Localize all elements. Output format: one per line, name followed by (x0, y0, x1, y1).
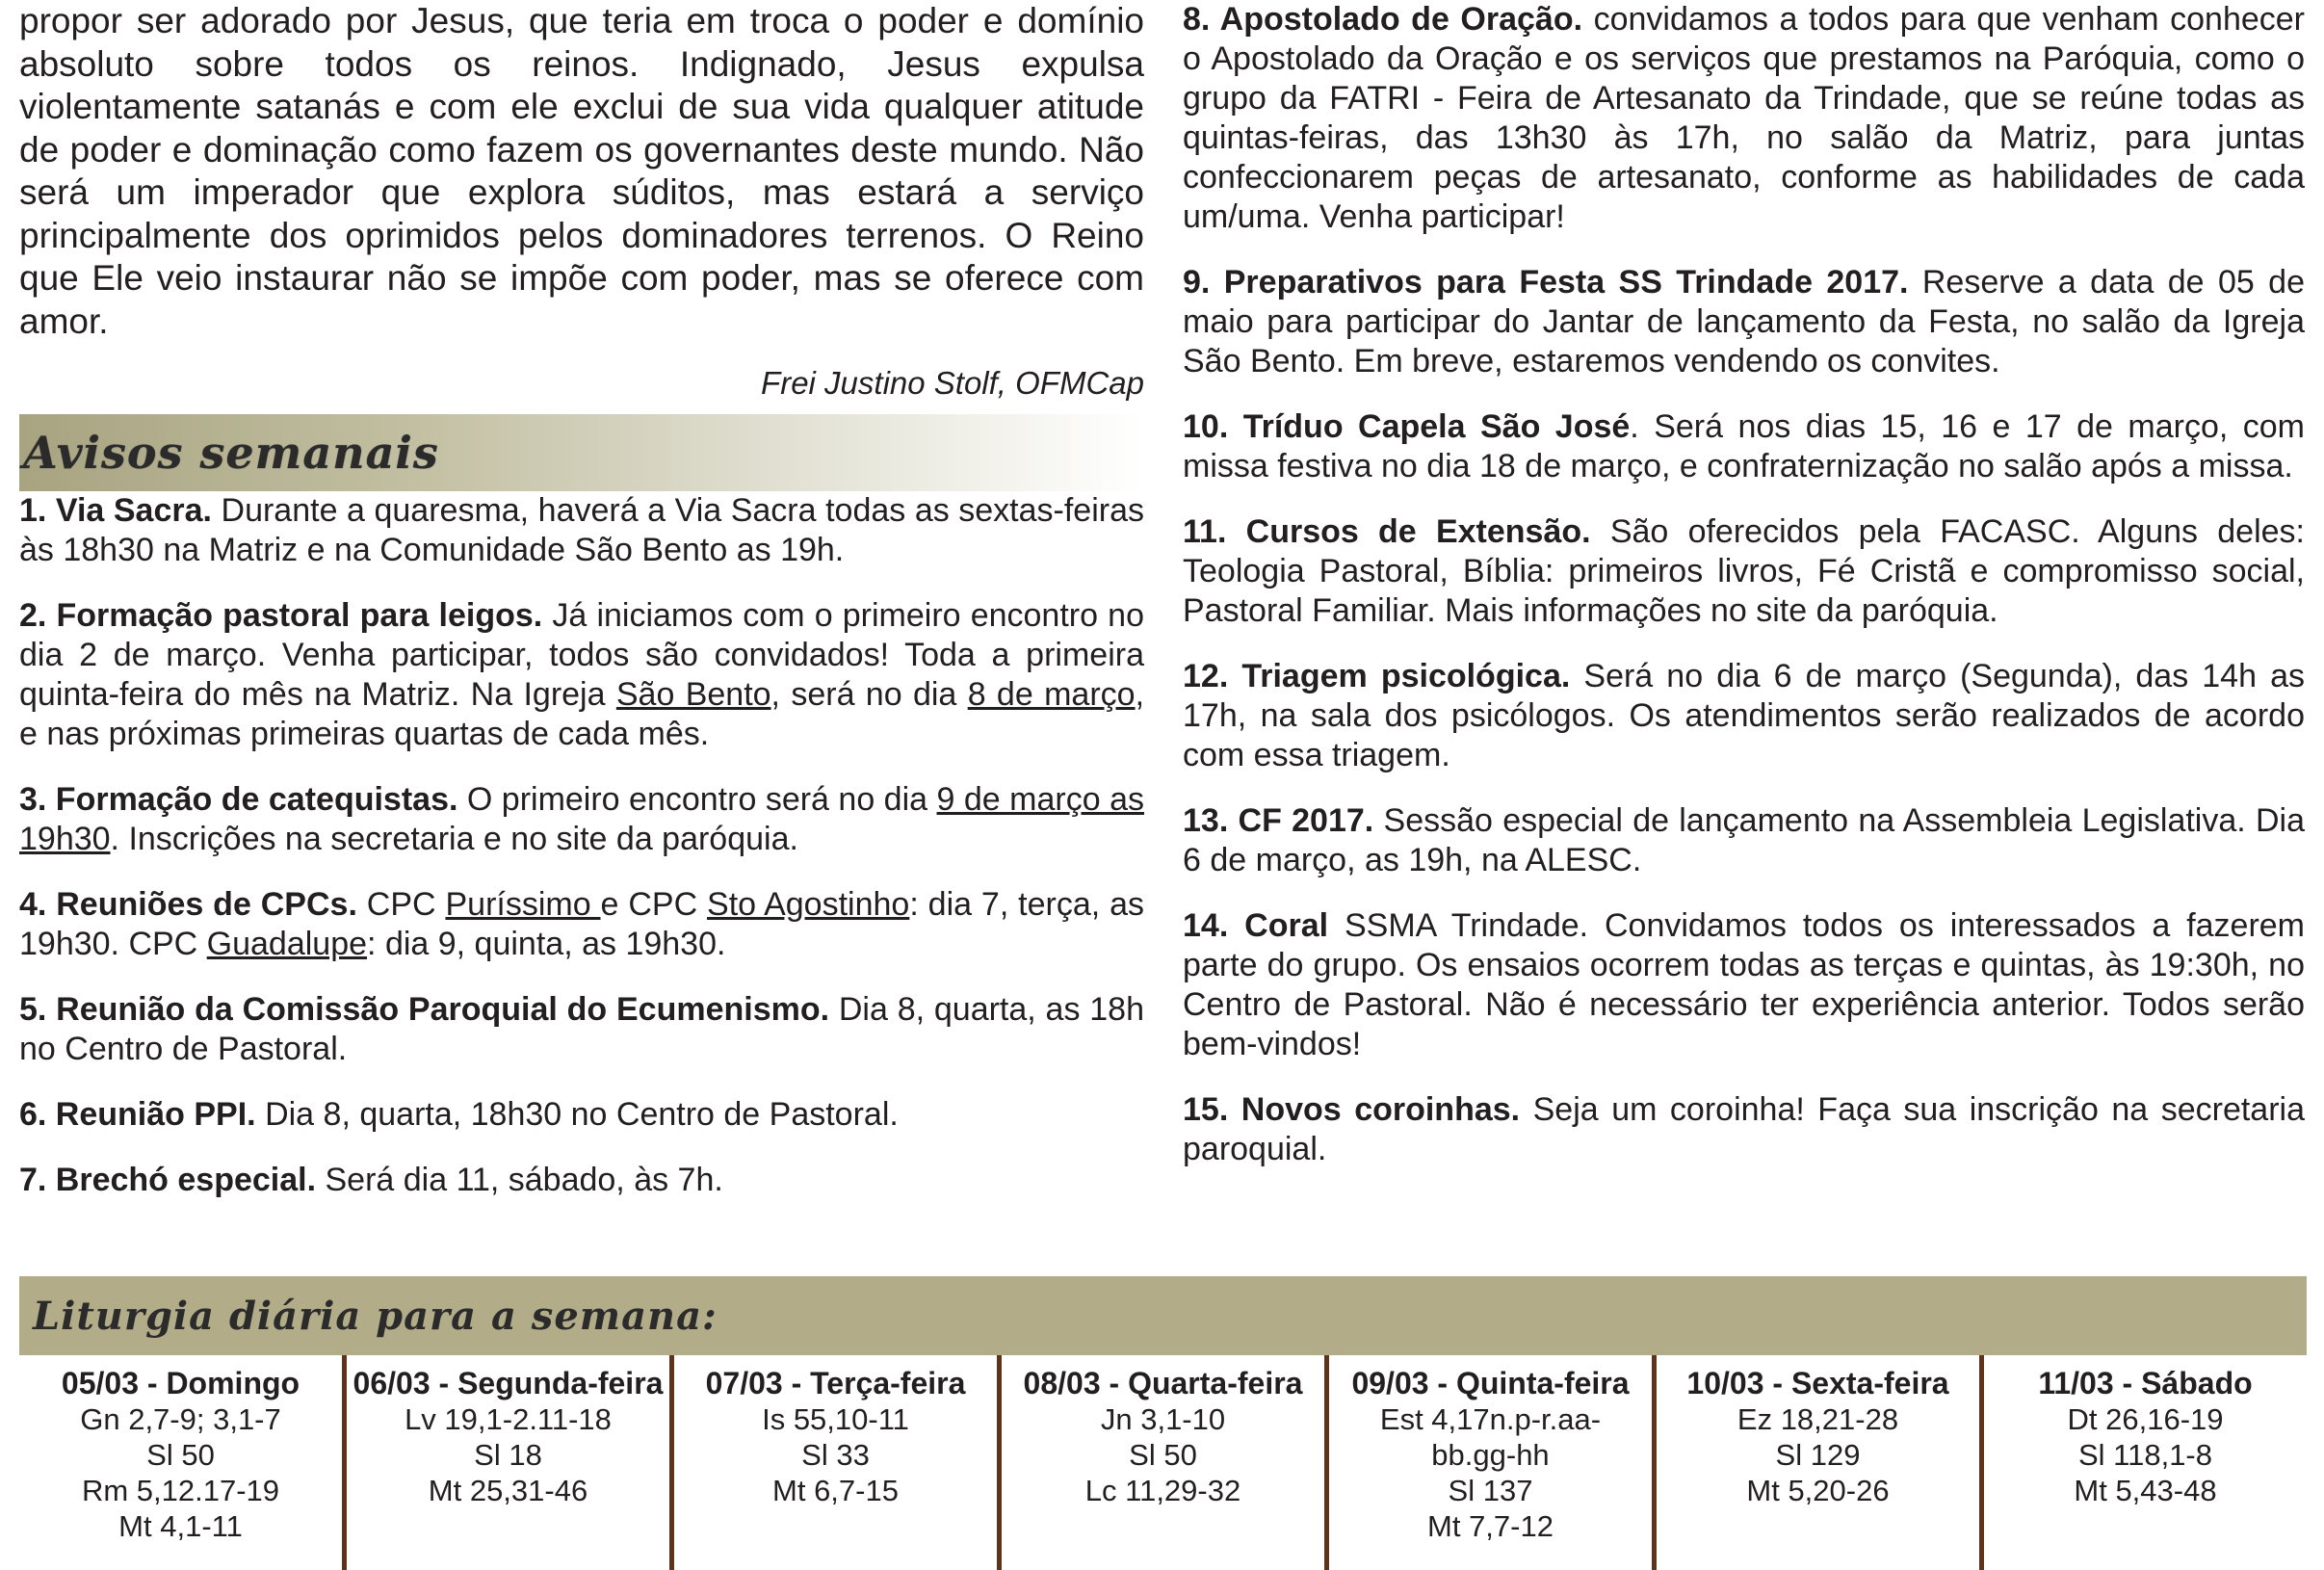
notice-15 (1183, 1090, 2305, 1169)
day-column (1984, 1355, 2307, 1570)
notice-title: 2. Formação pastoral para leigos. (19, 597, 543, 634)
reading: Mt 6,7-15 (772, 1474, 899, 1507)
notice-8 (1183, 0, 2305, 237)
notice-text: Será no dia 6 de março (Segunda), das 14h as 17h, na sala dos psicólogos. Os atendimentos serão realizados de acordo com essa triagem. (1183, 658, 2305, 773)
notice-text: Sessão especial de lançamento na Assembleia Legislativa. Dia 6 de março, as 19h, na ALESC. (1183, 802, 2306, 878)
reading: Mt 5,20-26 (1746, 1474, 1890, 1507)
reading: Gn 2,7-9; 3,1-7 (80, 1402, 281, 1436)
notice-title: 14. Coral (1183, 907, 1329, 944)
reading: Mt 7,7-12 (1427, 1509, 1554, 1543)
liturgy-days (19, 1355, 2307, 1570)
notice-title: 4. Reuniões de CPCs. (19, 886, 357, 923)
day-column (1657, 1355, 1984, 1570)
notice-title: 1. Via Sacra. (19, 492, 212, 529)
notice-title: 8. Apostolado de Oração. (1183, 1, 1583, 38)
notice-title: 11. Cursos de Extensão. (1183, 513, 1591, 550)
notice-text: e CPC (600, 886, 708, 923)
day-title: 06/03 - Segunda-feira (353, 1366, 664, 1400)
notice-title: 3. Formação de catequistas. (19, 781, 458, 818)
notice-2 (19, 596, 1144, 754)
liturgy-title: Liturgia diária para a semana: (33, 1293, 718, 1339)
notice-title: 5. Reunião da Comissão Paroquial do Ecumenismo. (19, 991, 830, 1028)
notice-text: Durante a quaresma, haverá a Via Sacra todas as sextas-feiras às 18h30 na Matriz e na Comunidade São Bento as 19h. (19, 492, 1145, 568)
notice-text: : dia 9, quinta, as 19h30. (367, 926, 726, 962)
notice-text: São oferecidos pela FACASC. Alguns deles: Teologia Pastoral, Bíblia: primeiros livros, Fé Cristã e compromisso social, Pastoral Familiar. Mais informações no site da paróquia. (1183, 513, 2305, 629)
underlined-text: Sto Agostinho (707, 886, 910, 923)
reading: Sl 137 (1448, 1474, 1533, 1507)
reading: Sl 50 (1129, 1438, 1197, 1472)
reading: Est 4,17n.p-r.aa- (1379, 1402, 1602, 1436)
signature: Frei Justino Stolf, OFMCap (761, 365, 1144, 401)
day-title: 11/03 - Sábado (2038, 1366, 2253, 1400)
notice-text: . Será nos dias 15, 16 e 17 de março, com missa festiva no dia 18 de março, e confraternização no salão após a missa. (1183, 408, 2306, 484)
day-title: 10/03 - Sexta-feira (1686, 1366, 1949, 1400)
reading: Lc 11,29-32 (1084, 1474, 1241, 1507)
notice-text: Reserve a data de 05 de maio para participar do Jantar de lançamento da Festa, no salão da Igreja São Bento. Em breve, estaremos vendendo os convites. (1183, 264, 2305, 379)
notice-text: convidamos a todos para que venham conhecer o Apostolado da Oração e os serviços que prestamos na Paróquia, como o grupo da FATRI - Feira de Artesanato da Trindade, que se reúne todas as quintas-feiras, das 13h30 às 17h, no salão da Matriz, para juntas confeccionarem peças de artesanato, conforme as habilidades de cada um/uma. Venha participar! (1183, 1, 2305, 235)
reading: Sl 118,1-8 (2077, 1438, 2212, 1472)
notice-10 (1183, 407, 2305, 486)
notice-title: 9. Preparativos para Festa SS Trindade 2017. (1183, 264, 1909, 301)
notice-text: Dia 8, quarta, 18h30 no Centro de Pastoral. (255, 1096, 899, 1133)
notice-text: Dia 8, quarta, as 18h no Centro de Pastoral. (19, 991, 1144, 1067)
day-column (347, 1355, 674, 1570)
notice-9 (1183, 263, 2305, 381)
day-title: 08/03 - Quarta-feira (1023, 1366, 1303, 1400)
notice-13 (1183, 801, 2305, 880)
notice-text: . Inscrições na secretaria e no site da paróquia. (110, 821, 798, 857)
day-title: 05/03 - Domingo (61, 1366, 300, 1400)
reading: Lv 19,1-2.11-18 (405, 1402, 612, 1436)
notice-title: 6. Reunião PPI. (19, 1096, 256, 1133)
notice-text: Já iniciamos com o primeiro encontro no dia 2 de março. Venha participar, todos são convidados! Toda a primeira quinta-feira do mês na Matriz. Na Igreja (19, 597, 1144, 713)
underlined-text: Puríssimo (445, 886, 601, 923)
reading: Ez 18,21-28 (1736, 1402, 1899, 1436)
day-column (1329, 1355, 1657, 1570)
notice-title: 15. Novos coroinhas. (1183, 1091, 1521, 1128)
notice-14 (1183, 906, 2305, 1064)
notice-text: , será no dia (770, 676, 968, 713)
notice-text: SSMA Trindade. Convidamos todos os interessados a fazerem parte do grupo. Os ensaios ocorrem todas as terças e quintas, às 19:30h, no Centro de Pastoral. Não é necessário ter experiência anterior. Todos serão bem-vindos! (1183, 907, 2306, 1062)
notice-text: Seja um coroinha! Faça sua inscrição na secretaria paroquial. (1183, 1091, 2305, 1167)
reading: Sl 50 (146, 1438, 215, 1472)
reading: bb.gg-hh (1431, 1438, 1550, 1472)
notice-title: 7. Brechó especial. (19, 1162, 317, 1198)
notice-6 (19, 1095, 1144, 1135)
notice-11 (1183, 512, 2305, 631)
underlined-text: São Bento (615, 676, 771, 713)
left-column (19, 0, 1144, 1226)
reading: Sl 129 (1775, 1438, 1861, 1472)
day-column (674, 1355, 1002, 1570)
notice-text: O primeiro encontro será no dia (457, 781, 937, 818)
underlined-text: 9 de março as 19h30 (19, 781, 1144, 857)
underlined-text: Guadalupe (206, 926, 368, 962)
liturgy-banner (19, 1276, 2307, 1355)
liturgy-section (19, 1276, 2307, 1570)
notice-1 (19, 491, 1144, 570)
day-column (19, 1355, 347, 1570)
reading: Is 55,10-11 (762, 1402, 909, 1436)
avisos-title: Avisos semanais (23, 427, 439, 479)
notice-4 (19, 885, 1144, 964)
reading: Mt 25,31-46 (428, 1474, 588, 1507)
notice-title: 12. Triagem psicológica. (1183, 658, 1571, 694)
reading: Mt 5,43-48 (2074, 1474, 2217, 1507)
reading: Mt 4,1-11 (118, 1509, 243, 1543)
notice-text: , e nas próximas primeiras quartas de cada mês. (19, 676, 1145, 752)
day-title: 09/03 - Quinta-feira (1351, 1366, 1630, 1400)
notice-title: 10. Tríduo Capela São José (1183, 408, 1631, 445)
notice-text: CPC (356, 886, 446, 923)
right-column (1183, 0, 2305, 1195)
reading: Jn 3,1-10 (1100, 1402, 1226, 1436)
reading: Sl 18 (474, 1438, 542, 1472)
reading: Dt 26,16-19 (2067, 1402, 2224, 1436)
notice-12 (1183, 657, 2305, 775)
underlined-text: 8 de março (967, 676, 1136, 713)
day-column (1002, 1355, 1329, 1570)
notice-title: 13. CF 2017. (1183, 802, 1374, 839)
reading: Rm 5,12.17-19 (81, 1474, 280, 1507)
reading: Sl 33 (801, 1438, 870, 1472)
day-title: 07/03 - Terça-feira (705, 1366, 966, 1400)
notice-text: : dia 7, terça, as 19h30. CPC (19, 886, 1145, 962)
notice-3 (19, 780, 1144, 859)
intro-paragraph: propor ser adorado por Jesus, que teria em troca o poder e domínio absoluto sobre todos os reinos. Indignado, Jesus expulsa violentamente satanás e com ele exclui de sua vida qualquer atitude de poder e dominação como fazem os governantes deste mundo. Não será um imperador que explora súditos, mas estará a serviço principalmente dos oprimidos pelos dominadores terrenos. O Reino que Ele veio instaurar não se impõe com poder, mas se oferece com amor. (19, 1, 1144, 341)
notice-7 (19, 1161, 1144, 1200)
notice-5 (19, 990, 1144, 1069)
notice-text: Será dia 11, sábado, às 7h. (316, 1162, 723, 1198)
avisos-banner (19, 414, 1144, 491)
